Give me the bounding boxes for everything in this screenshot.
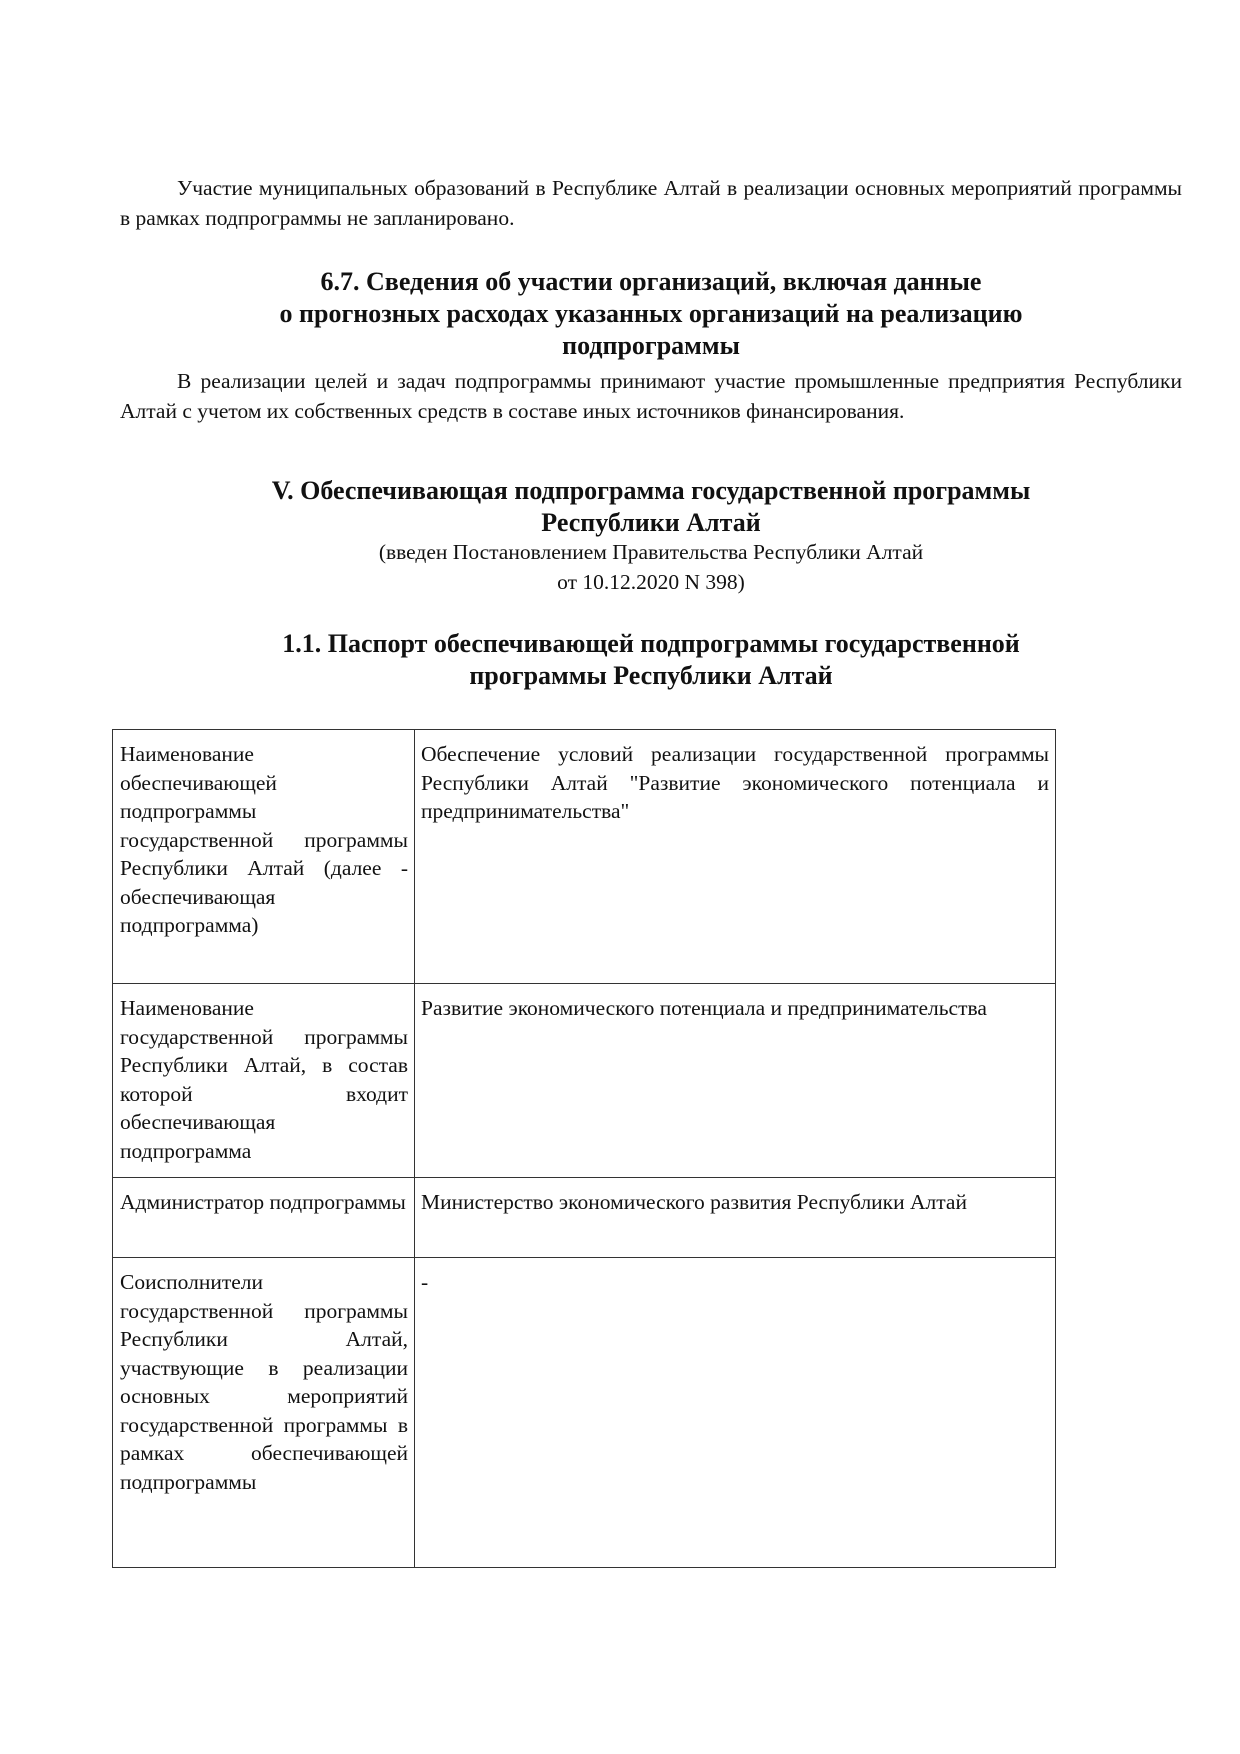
table-row — [113, 730, 1056, 984]
row-value-cell — [415, 1178, 1056, 1258]
note-line: от 10.12.2020 N 398) — [557, 570, 745, 594]
section-1-1-heading — [120, 628, 1182, 692]
table-row — [113, 1258, 1056, 1568]
row-label-cell — [113, 1258, 415, 1568]
heading-line: 6.7. Сведения об участии организаций, включая данные — [320, 267, 982, 296]
passport-table — [112, 729, 1056, 1568]
section-v-heading — [120, 475, 1182, 539]
heading-line: V. Обеспечивающая подпрограмма государственной программы — [271, 476, 1031, 505]
row-label: Администратор подпрограммы — [120, 1190, 406, 1214]
heading-line: 1.1. Паспорт обеспечивающей подпрограммы государственной — [282, 629, 1020, 658]
table-row — [113, 1178, 1056, 1258]
row-label-cell — [113, 1178, 415, 1258]
row-label: Наименование обеспечивающей подпрограммы государственной программы Республики Алтай (далее - обеспечивающая подпрограмма) — [120, 742, 408, 937]
section-6-7-paragraph: В реализации целей и задач подпрограммы принимают участие промышленные предприятия Республики Алтай с учетом их собственных средств в составе иных источников финансирования. — [120, 369, 1182, 423]
note-line: (введен Постановлением Правительства Республики Алтай — [378, 540, 924, 564]
amendment-note — [120, 537, 1182, 597]
row-value: - — [421, 1270, 429, 1294]
heading-line: подпрограммы — [562, 331, 740, 360]
row-value: Развитие экономического потенциала и предпринимательства — [421, 996, 987, 1020]
row-label: Наименование государственной программы Республики Алтай, в состав которой входит обеспечивающая подпрограмма — [120, 996, 408, 1163]
section-6-7-heading — [120, 266, 1182, 362]
table-row — [113, 984, 1056, 1178]
row-value-cell — [415, 984, 1056, 1178]
row-value: Обеспечение условий реализации государственной программы Республики Алтай "Развитие экономического потенциала и предпринимательства" — [421, 742, 1049, 823]
heading-line: о прогнозных расходах указанных организаций на реализацию — [279, 299, 1023, 328]
row-label-cell — [113, 730, 415, 984]
intro-paragraph: Участие муниципальных образований в Республике Алтай в реализации основных мероприятий программы в рамках подпрограммы не запланировано. — [120, 176, 1182, 230]
heading-line: Республики Алтай — [541, 508, 761, 537]
heading-line: программы Республики Алтай — [469, 661, 833, 690]
row-label-cell — [113, 984, 415, 1178]
row-value: Министерство экономического развития Республики Алтай — [421, 1190, 967, 1214]
row-value-cell — [415, 1258, 1056, 1568]
row-value-cell — [415, 730, 1056, 984]
row-label: Соисполнители государственной программы Республики Алтай, участвующие в реализации основных мероприятий государственной программы в рамках обеспечивающей подпрограммы — [120, 1270, 408, 1494]
